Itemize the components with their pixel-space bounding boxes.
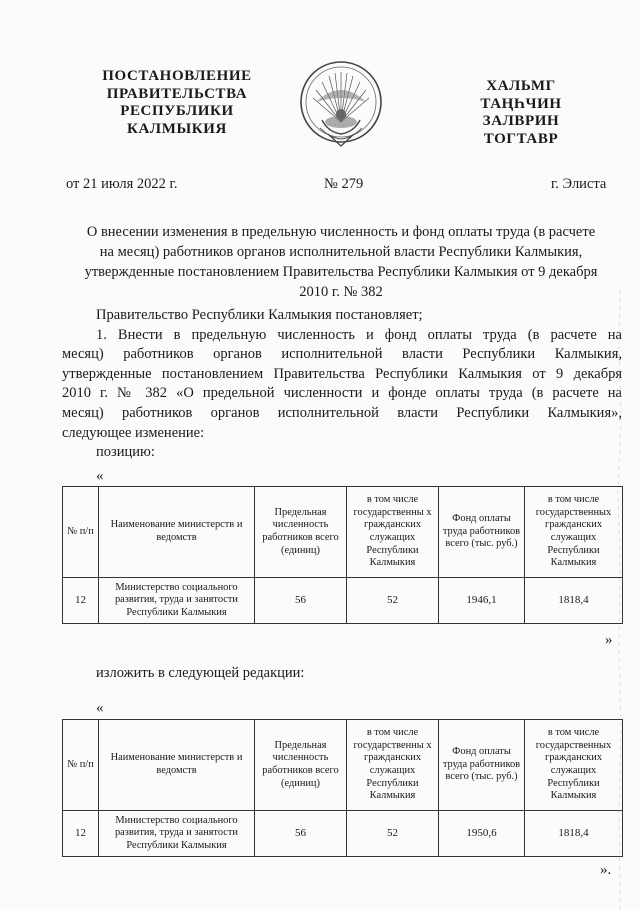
table-header-cell: в том числе государственны х гражданских служащих Республики Калмыкия: [347, 720, 439, 811]
table-cell: 1950,6: [439, 811, 525, 857]
table-cell: 1946,1: [439, 578, 525, 624]
table-row: [63, 578, 623, 624]
table-cell: 1818,4: [525, 811, 623, 857]
intro-paragraph: Правительство Республики Калмыкия постановляет;: [96, 307, 423, 323]
item1-line: месяц) работников органов исполнительной власти Республики Калмыкия»,: [62, 404, 622, 421]
table-header-cell: № п/п: [63, 487, 99, 578]
title-line: утвержденные постановлением Правительства Республики Калмыкия от 9 декабря: [84, 264, 598, 280]
header-right-line: ТАҢҺЧИН: [480, 95, 562, 112]
header-left-line: КАЛМЫКИЯ: [127, 120, 227, 137]
table-header-cell: № п/п: [63, 720, 99, 811]
title-line: 2010 г. № 382: [299, 284, 383, 300]
document-body: [62, 306, 622, 463]
positions-table-new: [62, 719, 623, 857]
table-cell: 56: [255, 811, 347, 857]
table-header-cell: Наименование министерств и ведомств: [99, 720, 255, 811]
header-right-title: [458, 78, 584, 148]
replace-label: изложить в следующей редакции:: [96, 665, 305, 681]
table-cell: Министерство социального развития, труда и занятости Республики Калмыкия: [99, 811, 255, 857]
header-left-line: ПОСТАНОВЛЕНИЕ: [102, 68, 252, 84]
table-cell: 12: [63, 578, 99, 624]
title-line: на месяц) работников органов исполнительной власти Республики Калмыкия,: [99, 244, 583, 260]
header-right-line: ЗАЛВРИН: [482, 113, 560, 129]
item1-line: 1. Внести в предельную численность и фонд оплаты труда (в расчете на: [96, 326, 622, 343]
table-header-cell: в том числе государственны х гражданских служащих Республики Калмыкия: [347, 487, 439, 578]
table-header-cell: Фонд оплаты труда работников всего (тыс. руб.): [439, 487, 525, 578]
positions-table-old: [62, 486, 623, 624]
item1-line: утвержденные постановлением Правительства Республики Калмыкия от 9 декабря: [62, 365, 622, 382]
table-cell: 52: [347, 811, 439, 857]
table-header-row: [63, 720, 623, 811]
table-header-cell: в том числе государственных гражданских служащих Республики Калмыкия: [525, 487, 623, 578]
close-quote: »: [605, 632, 613, 648]
header-right-line: ХАЛЬМГ: [486, 78, 556, 94]
document-city: г. Элиста: [551, 176, 607, 192]
open-quote: «: [96, 700, 104, 716]
table-header-cell: в том числе государственных гражданских служащих Республики Калмыкия: [525, 720, 623, 811]
table-header-row: [63, 487, 623, 578]
table-cell: 12: [63, 811, 99, 857]
table-cell: Министерство социального развития, труда и занятости Республики Калмыкия: [99, 578, 255, 624]
document-number: № 279: [324, 176, 364, 192]
position-label: позицию:: [96, 444, 155, 461]
close-quote-final: ».: [600, 862, 612, 878]
emblem-icon: [298, 58, 384, 150]
header-left-line: ПРАВИТЕЛЬСТВА: [106, 85, 248, 102]
header-right-line: ТОГТАВР: [483, 130, 559, 147]
scan-edge-mark: [614, 290, 626, 910]
table-cell: 52: [347, 578, 439, 624]
table-header-cell: Наименование министерств и ведомств: [99, 487, 255, 578]
item1-line: 2010 г. № 382 «О предельной численности и фонде оплаты труда (в расчете на: [62, 385, 622, 402]
item1-line: следующее изменение:: [62, 424, 205, 441]
item1-line: месяц) работников органов исполнительной власти Республики Калмыкия,: [62, 346, 622, 363]
table-header-cell: Предельная численность работников всего (единиц): [255, 487, 347, 578]
document-title: [62, 222, 620, 302]
table-header-cell: Предельная численность работников всего (единиц): [255, 720, 347, 811]
document-date: от 21 июля 2022 г.: [66, 176, 178, 192]
table-row: [63, 811, 623, 857]
table-header-cell: Фонд оплаты труда работников всего (тыс. руб.): [439, 720, 525, 811]
open-quote: «: [96, 468, 104, 484]
table-cell: 1818,4: [525, 578, 623, 624]
table-cell: 56: [255, 578, 347, 624]
title-line: О внесении изменения в предельную численность и фонд оплаты труда (в расчете: [86, 224, 596, 240]
header-left-line: РЕСПУБЛИКИ: [120, 103, 234, 119]
header-left-title: [92, 68, 262, 138]
